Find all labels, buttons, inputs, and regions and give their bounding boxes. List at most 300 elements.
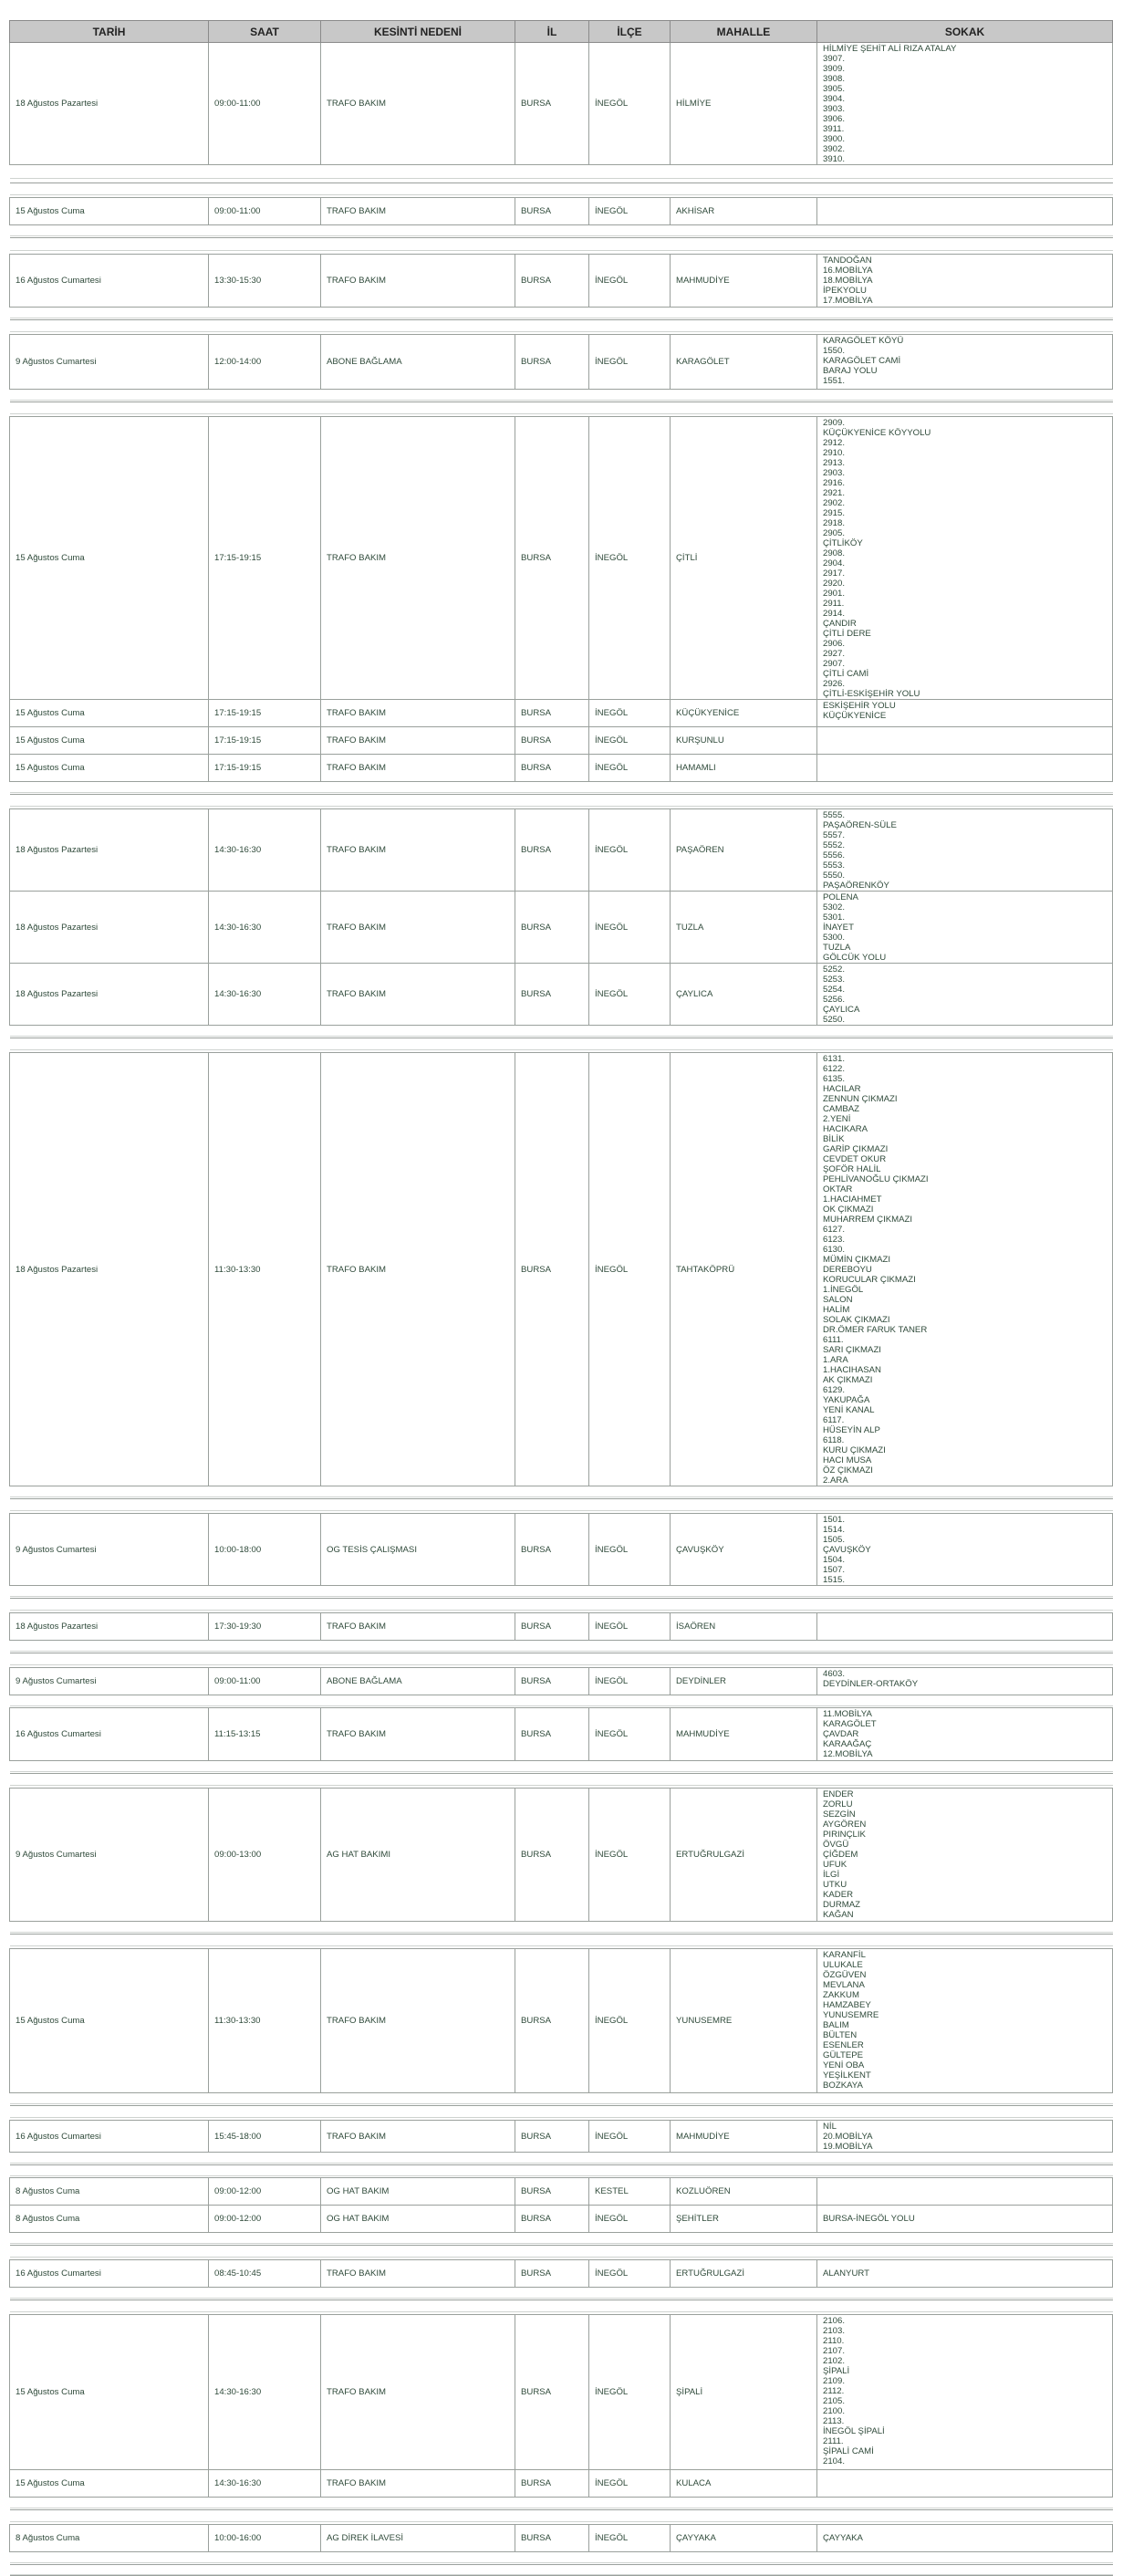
divider	[10, 250, 1113, 251]
cell-kesinti-nedeni: TRAFO BAKIM	[321, 417, 515, 700]
street-name: 1550.	[823, 346, 846, 356]
street-name: 2915.	[823, 508, 846, 518]
street-name: 5250.	[823, 1015, 846, 1025]
street-name: 2907.	[823, 659, 846, 669]
street-name: 12.MOBİLYA	[823, 1749, 873, 1759]
street-name: 6129.	[823, 1385, 846, 1395]
street-name: KADER	[823, 1890, 854, 1900]
separator-cell	[10, 2246, 1113, 2260]
separator-cell	[10, 1761, 1113, 1774]
street-name: 2100.	[823, 2406, 846, 2416]
divider	[10, 2257, 1113, 2258]
table-row	[10, 417, 1113, 700]
cell-mahalle: AKHİSAR	[671, 198, 817, 225]
street-name: 2.ARA	[823, 1476, 848, 1486]
street-name: TUZLA	[823, 943, 851, 953]
separator-row	[10, 2498, 1113, 2510]
cell-tarih: 18 Ağustos Pazartesi	[10, 964, 209, 1026]
separator-row	[10, 782, 1113, 795]
cell-mahalle: KURŞUNLU	[671, 727, 817, 755]
table-row	[10, 809, 1113, 892]
cell-kesinti-nedeni: TRAFO BAKIM	[321, 1053, 515, 1486]
street-name: PEHLİVANOĞLU ÇIKMAZI	[823, 1174, 929, 1184]
street-name: ÇAYLICA	[823, 1005, 860, 1015]
street-name: 2112.	[823, 2386, 845, 2396]
cell-saat: 09:00-11:00	[209, 43, 321, 165]
cell-tarih: 9 Ağustos Cumartesi	[10, 1789, 209, 1922]
separator-cell	[10, 1499, 1113, 1514]
table-row	[10, 892, 1113, 964]
street-name: 1501.	[823, 1515, 846, 1525]
cell-ilce: İNEGÖL	[589, 1668, 671, 1695]
cell-sokak	[817, 2178, 1113, 2206]
cell-mahalle: ŞİPALİ	[671, 2315, 817, 2470]
cell-kesinti-nedeni: TRAFO BAKIM	[321, 1613, 515, 1641]
cell-tarih: 9 Ağustos Cumartesi	[10, 1514, 209, 1586]
separator-cell	[10, 1599, 1113, 1613]
cell-il: BURSA	[515, 809, 589, 892]
cell-sokak	[817, 892, 1113, 964]
header-mahalle: MAHALLE	[671, 21, 817, 43]
divider	[10, 194, 1113, 195]
street-name: KAĞAN	[823, 1910, 854, 1920]
street-name: İLGİ	[823, 1870, 840, 1880]
street-name: KARAGÖLET KÖYÜ	[823, 336, 904, 346]
cell-mahalle: ÇAYYAKA	[671, 2525, 817, 2552]
street-name: GÜLTEPE	[823, 2050, 864, 2060]
separator-cell	[10, 1026, 1113, 1038]
street-name: ŞİPALİ	[823, 2366, 850, 2376]
cell-mahalle: HİLMİYE	[671, 43, 817, 165]
cell-mahalle: ERTUĞRULGAZİ	[671, 2260, 817, 2288]
cell-ilce: İNEGÖL	[589, 755, 671, 782]
cell-saat: 11:15-13:15	[209, 1708, 321, 1761]
separator-row	[10, 1774, 1113, 1789]
street-name: 1507.	[823, 1565, 846, 1575]
cell-sokak	[817, 1668, 1113, 1695]
cell-sokak	[817, 2470, 1113, 2498]
street-name: 5254.	[823, 985, 846, 995]
cell-sokak	[817, 198, 1113, 225]
street-name: 3909.	[823, 64, 846, 74]
street-name: MÜMİN ÇIKMAZI	[823, 1255, 891, 1265]
separator-row	[10, 1922, 1113, 1935]
street-name: ÇİĞDEM	[823, 1850, 858, 1860]
street-name: OK ÇIKMAZI	[823, 1205, 874, 1215]
cell-il: BURSA	[515, 892, 589, 964]
separator-row	[10, 2288, 1113, 2300]
cell-sokak	[817, 2525, 1113, 2552]
cell-saat: 09:00-12:00	[209, 2178, 321, 2206]
street-name: 2926.	[823, 679, 846, 689]
street-name: ENDER	[823, 1789, 854, 1799]
divider	[10, 2117, 1113, 2118]
street-name: 3908.	[823, 74, 846, 84]
cell-saat: 12:00-14:00	[209, 335, 321, 390]
separator-cell	[10, 225, 1113, 238]
separator-row	[10, 320, 1113, 335]
cell-kesinti-nedeni: TRAFO BAKIM	[321, 2470, 515, 2498]
street-name: HACILAR	[823, 1084, 861, 1094]
cell-il: BURSA	[515, 2470, 589, 2498]
street-name: 1515.	[823, 1575, 846, 1585]
street-name: 5552.	[823, 840, 846, 850]
separator-cell	[10, 2552, 1113, 2565]
street-name: 2103.	[823, 2326, 846, 2336]
separator-row	[10, 2246, 1113, 2260]
header-row	[10, 21, 1113, 43]
separator-cell	[10, 2498, 1113, 2510]
table-row	[10, 964, 1113, 1026]
street-name: 3905.	[823, 84, 846, 94]
street-name: 3900.	[823, 134, 846, 144]
cell-saat: 14:30-16:30	[209, 809, 321, 892]
cell-saat: 17:15-19:15	[209, 755, 321, 782]
cell-tarih: 18 Ağustos Pazartesi	[10, 809, 209, 892]
street-name: YENİ KANAL	[823, 1405, 875, 1415]
cell-il: BURSA	[515, 2315, 589, 2470]
street-name: ÇİTLİ-ESKİŞEHİR YOLU	[823, 689, 920, 699]
table-row	[10, 1949, 1113, 2093]
street-name: DEYDİNLER-ORTAKÖY	[823, 1679, 919, 1689]
street-name: SOLAK ÇIKMAZI	[823, 1315, 890, 1325]
separator-row	[10, 308, 1113, 320]
separator-row	[10, 225, 1113, 238]
street-name: 5301.	[823, 913, 846, 923]
cell-kesinti-nedeni: TRAFO BAKIM	[321, 43, 515, 165]
cell-saat: 17:30-19:30	[209, 1613, 321, 1641]
cell-saat: 17:15-19:15	[209, 700, 321, 727]
divider	[10, 2521, 1113, 2522]
table-row	[10, 2315, 1113, 2470]
street-name: 6122.	[823, 1064, 846, 1074]
separator-cell	[10, 183, 1113, 198]
street-name: 3903.	[823, 104, 846, 114]
cell-il: BURSA	[515, 2260, 589, 2288]
street-name: 2113.	[823, 2416, 845, 2426]
separator-row	[10, 2510, 1113, 2525]
table-row	[10, 43, 1113, 165]
street-name: İPEKYOLU	[823, 286, 867, 296]
divider	[10, 2175, 1113, 2176]
street-name: HİLMİYE ŞEHİT ALİ RIZA ATALAY	[823, 44, 957, 54]
divider	[10, 1771, 1113, 1772]
separator-row	[10, 390, 1113, 402]
table-row	[10, 700, 1113, 727]
street-name: UFUK	[823, 1860, 847, 1870]
street-name: 2911.	[823, 599, 845, 609]
divider	[10, 2311, 1113, 2312]
street-name: PAŞAÖREN-SÜLE	[823, 820, 897, 830]
cell-mahalle: ERTUĞRULGAZİ	[671, 1789, 817, 1922]
street-name: 2.YENİ	[823, 1114, 851, 1124]
separator-cell	[10, 320, 1113, 335]
cell-kesinti-nedeni: TRAFO BAKIM	[321, 255, 515, 308]
cell-il: BURSA	[515, 1708, 589, 1761]
cell-tarih: 16 Ağustos Cumartesi	[10, 255, 209, 308]
cell-sokak	[817, 727, 1113, 755]
street-name: POLENA	[823, 892, 858, 902]
cell-sokak	[817, 1053, 1113, 1486]
cell-mahalle: PAŞAÖREN	[671, 809, 817, 892]
street-name: ZORLU	[823, 1799, 853, 1809]
cell-ilce: İNEGÖL	[589, 700, 671, 727]
street-name: ÖZ ÇIKMAZI	[823, 1465, 873, 1476]
table-row	[10, 1708, 1113, 1761]
street-name: UTKU	[823, 1880, 847, 1890]
separator-cell	[10, 2165, 1113, 2178]
divider	[10, 1705, 1113, 1706]
cell-kesinti-nedeni: TRAFO BAKIM	[321, 1708, 515, 1761]
cell-il: BURSA	[515, 43, 589, 165]
street-name: ZENNUN ÇIKMAZI	[823, 1094, 898, 1104]
cell-ilce: İNEGÖL	[589, 255, 671, 308]
street-name: 2906.	[823, 639, 846, 649]
street-name: 3906.	[823, 114, 846, 124]
cell-ilce: İNEGÖL	[589, 1613, 671, 1641]
cell-mahalle: MAHMUDİYE	[671, 1708, 817, 1761]
street-name: 2914.	[823, 609, 846, 619]
separator-row	[10, 1026, 1113, 1038]
street-name: 2107.	[823, 2346, 846, 2356]
divider	[10, 1664, 1113, 1665]
cell-sokak	[817, 335, 1113, 390]
cell-saat: 09:00-11:00	[209, 198, 321, 225]
street-name: GARİP ÇIKMAZI	[823, 1144, 889, 1154]
street-name: ÇAYYAKA	[823, 2533, 863, 2543]
street-name: KARAGÖLET	[823, 1719, 877, 1729]
header-sokak: SOKAK	[817, 21, 1113, 43]
table-row	[10, 2178, 1113, 2206]
cell-il: BURSA	[515, 964, 589, 1026]
street-name: 2105.	[823, 2396, 846, 2406]
separator-cell	[10, 1586, 1113, 1599]
divider	[10, 2243, 1113, 2244]
street-name: 5553.	[823, 860, 846, 871]
street-name: 2918.	[823, 518, 846, 528]
cell-ilce: İNEGÖL	[589, 2206, 671, 2233]
street-name: 6123.	[823, 1235, 846, 1245]
cell-ilce: İNEGÖL	[589, 727, 671, 755]
header-saat: SAAT	[209, 21, 321, 43]
cell-kesinti-nedeni: TRAFO BAKIM	[321, 809, 515, 892]
divider	[10, 1049, 1113, 1050]
cell-sokak	[817, 700, 1113, 727]
street-name: 11.MOBİLYA	[823, 1709, 872, 1719]
divider	[10, 2298, 1113, 2299]
street-name: 5557.	[823, 830, 846, 840]
separator-row	[10, 1695, 1113, 1708]
street-name: 2908.	[823, 548, 846, 558]
cell-kesinti-nedeni: ABONE BAĞLAMA	[321, 335, 515, 390]
header-ilce: İLÇE	[589, 21, 671, 43]
street-name: 18.MOBİLYA	[823, 276, 873, 286]
cell-saat: 10:00-16:00	[209, 2525, 321, 2552]
separator-row	[10, 165, 1113, 183]
street-name: 17.MOBİLYA	[823, 296, 873, 306]
cell-il: BURSA	[515, 2206, 589, 2233]
cell-ilce: İNEGÖL	[589, 43, 671, 165]
cell-sokak	[817, 1514, 1113, 1586]
table-row	[10, 727, 1113, 755]
table-row	[10, 335, 1113, 390]
separator-cell	[10, 238, 1113, 255]
cell-sokak	[817, 755, 1113, 782]
street-name: ALANYURT	[823, 2268, 870, 2279]
separator-cell	[10, 2106, 1113, 2121]
street-name: 6130.	[823, 1245, 846, 1255]
table-row	[10, 2121, 1113, 2153]
cell-il: BURSA	[515, 1514, 589, 1586]
separator-cell	[10, 1486, 1113, 1499]
cell-ilce: İNEGÖL	[589, 1949, 671, 2093]
cell-il: BURSA	[515, 1949, 589, 2093]
cell-kesinti-nedeni: TRAFO BAKIM	[321, 755, 515, 782]
cell-saat: 14:30-16:30	[209, 2470, 321, 2498]
table-row	[10, 1514, 1113, 1586]
separator-row	[10, 1038, 1113, 1053]
street-name: 5550.	[823, 871, 846, 881]
cell-il: BURSA	[515, 2121, 589, 2153]
cell-kesinti-nedeni: AG HAT BAKIMI	[321, 1789, 515, 1922]
cell-sokak	[817, 1708, 1113, 1761]
cell-tarih: 16 Ağustos Cumartesi	[10, 1708, 209, 1761]
street-name: 2920.	[823, 579, 846, 589]
street-name: 1505.	[823, 1535, 846, 1545]
cell-il: BURSA	[515, 335, 589, 390]
street-name: KÜÇÜKYENİCE KÖYYOLU	[823, 428, 931, 438]
cell-il: BURSA	[515, 700, 589, 727]
cell-sokak	[817, 1789, 1113, 1922]
street-name: 2912.	[823, 438, 846, 448]
table-row	[10, 1053, 1113, 1486]
cell-ilce: İNEGÖL	[589, 417, 671, 700]
street-name: BALIM	[823, 2020, 849, 2030]
table-row	[10, 2470, 1113, 2498]
cell-ilce: İNEGÖL	[589, 964, 671, 1026]
street-name: CAMBAZ	[823, 1104, 859, 1114]
street-name: SALON	[823, 1295, 853, 1305]
street-name: 2102.	[823, 2356, 846, 2366]
header-kesinti-nedeni: KESİNTİ NEDENİ	[321, 21, 515, 43]
street-name: 2111.	[823, 2436, 844, 2446]
cell-tarih: 8 Ağustos Cuma	[10, 2178, 209, 2206]
separator-row	[10, 1761, 1113, 1774]
cell-kesinti-nedeni: ABONE BAĞLAMA	[321, 1668, 515, 1695]
cell-kesinti-nedeni: AG DİREK İLAVESİ	[321, 2525, 515, 2552]
table-row	[10, 2206, 1113, 2233]
street-name: 2902.	[823, 498, 846, 508]
cell-tarih: 15 Ağustos Cuma	[10, 2470, 209, 2498]
cell-saat: 17:15-19:15	[209, 417, 321, 700]
street-name: 5555.	[823, 810, 846, 820]
street-name: 3902.	[823, 144, 846, 154]
cell-il: BURSA	[515, 755, 589, 782]
cell-kesinti-nedeni: TRAFO BAKIM	[321, 2315, 515, 2470]
divider	[10, 2574, 1113, 2575]
separator-row	[10, 1641, 1113, 1653]
cell-ilce: İNEGÖL	[589, 1053, 671, 1486]
street-name: 2916.	[823, 478, 846, 488]
divider	[10, 1596, 1113, 1597]
street-name: HÜSEYİN ALP	[823, 1425, 880, 1435]
cell-tarih: 16 Ağustos Cumartesi	[10, 2260, 209, 2288]
street-name: YAKUPAĞA	[823, 1395, 870, 1405]
street-name: 6131.	[823, 1054, 846, 1064]
street-name: AK ÇIKMAZI	[823, 1375, 873, 1385]
street-name: KARANFİL	[823, 1950, 866, 1960]
street-name: YEŞİLKENT	[823, 2070, 871, 2081]
cell-tarih: 8 Ağustos Cuma	[10, 2525, 209, 2552]
cell-saat: 08:45-10:45	[209, 2260, 321, 2288]
street-name: CEVDET OKUR	[823, 1154, 887, 1164]
cell-tarih: 18 Ağustos Pazartesi	[10, 1613, 209, 1641]
divider	[10, 1610, 1113, 1611]
street-name: ÇİTLİ CAMİ	[823, 669, 869, 679]
separator-row	[10, 2552, 1113, 2565]
street-name: ÖZGÜVEN	[823, 1970, 867, 1980]
street-name: 6117.	[823, 1415, 845, 1425]
cell-saat: 09:00-13:00	[209, 1789, 321, 1922]
divider	[10, 178, 1113, 179]
street-name: ÇİTLİKÖY	[823, 538, 863, 548]
cell-mahalle: TAHTAKÖPRÜ	[671, 1053, 817, 1486]
cell-sokak	[817, 255, 1113, 308]
cell-ilce: İNEGÖL	[589, 2470, 671, 2498]
separator-cell	[10, 795, 1113, 809]
cell-tarih: 15 Ağustos Cuma	[10, 1949, 209, 2093]
cell-kesinti-nedeni: OG HAT BAKIM	[321, 2178, 515, 2206]
street-name: KORUCULAR ÇIKMAZI	[823, 1275, 916, 1285]
cell-saat: 14:30-16:30	[209, 964, 321, 1026]
cell-sokak	[817, 417, 1113, 700]
street-name: ŞOFÖR HALİL	[823, 1164, 881, 1174]
cell-sokak	[817, 2260, 1113, 2288]
separator-cell	[10, 390, 1113, 402]
street-name: KARAAĞAÇ	[823, 1739, 872, 1749]
divider	[10, 413, 1113, 414]
cell-kesinti-nedeni: OG HAT BAKIM	[321, 2206, 515, 2233]
street-name: 2917.	[823, 568, 846, 579]
divider	[10, 806, 1113, 807]
street-name: 3904.	[823, 94, 846, 104]
cell-mahalle: DEYDİNLER	[671, 1668, 817, 1695]
street-name: KARAGÖLET CAMİ	[823, 356, 901, 366]
street-name: İNAYET	[823, 923, 854, 933]
table-row	[10, 255, 1113, 308]
divider	[10, 1036, 1113, 1037]
street-name: ÇANDIR	[823, 619, 857, 629]
cell-mahalle: KOZLUÖREN	[671, 2178, 817, 2206]
separator-cell	[10, 2510, 1113, 2525]
separator-row	[10, 1653, 1113, 1668]
separator-cell	[10, 2233, 1113, 2246]
cell-tarih: 18 Ağustos Pazartesi	[10, 1053, 209, 1486]
cell-tarih: 15 Ağustos Cuma	[10, 700, 209, 727]
street-name: OKTAR	[823, 1184, 853, 1194]
table-row	[10, 1789, 1113, 1922]
street-name: KÜÇÜKYENİCE	[823, 711, 887, 721]
cell-ilce: İNEGÖL	[589, 1789, 671, 1922]
street-name: 2921.	[823, 488, 846, 498]
street-name: 20.MOBİLYA	[823, 2132, 873, 2142]
street-name: 1514.	[823, 1525, 846, 1535]
street-name: MUHARREM ÇIKMAZI	[823, 1215, 913, 1225]
street-name: 2104.	[823, 2456, 846, 2466]
street-name: ZAKKUM	[823, 1990, 859, 2000]
separator-cell	[10, 1653, 1113, 1668]
street-name: 2901.	[823, 589, 846, 599]
